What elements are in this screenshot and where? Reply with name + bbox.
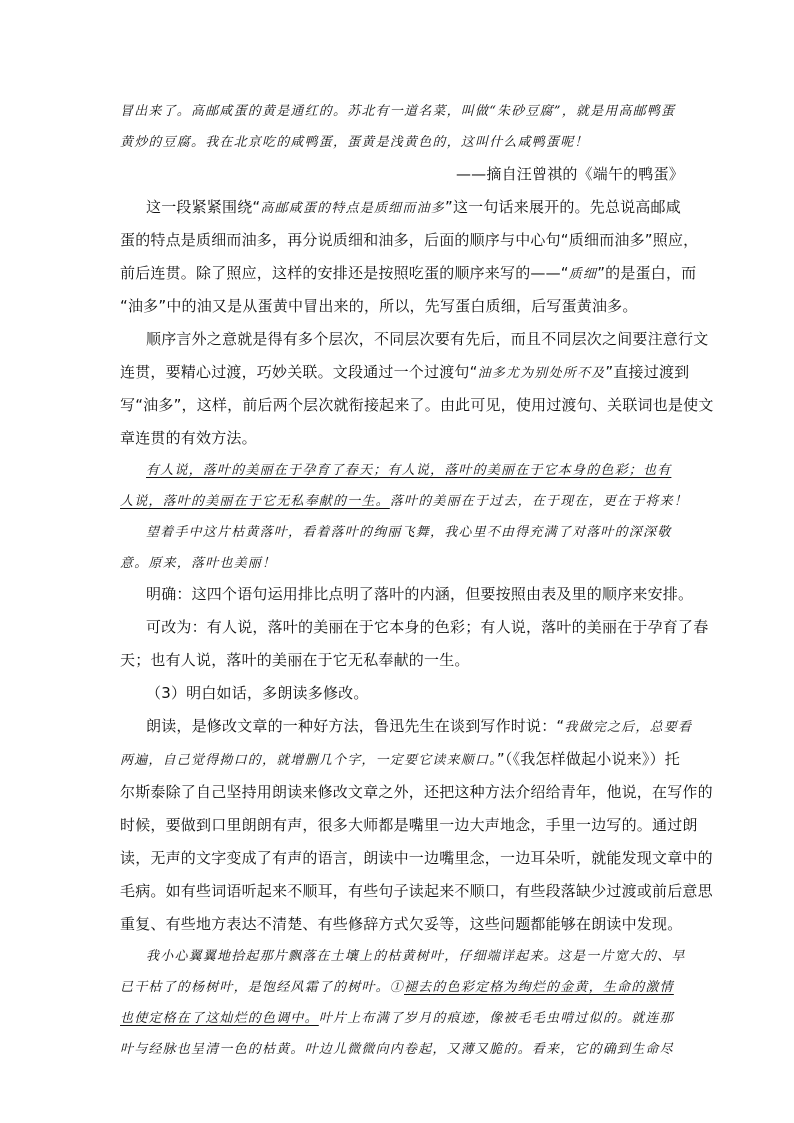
text-span: 落叶的美丽在于过去，在于现在，更在于将来！ xyxy=(389,494,689,509)
example-line: 叶与经脉也呈清一色的枯黄。叶边儿微微向内卷起，又薄又脆的。看来，它的确到生命尽 xyxy=(120,1042,674,1057)
paragraph-line: 重复、有些地方表达不清楚、有些修辞方式欠妥等，这些问题都能够在朗读中发现。 xyxy=(120,915,683,933)
paragraph-line: 明确：这四个语句运用排比点明了落叶的内涵，但要按照由表及里的顺序来安排。 xyxy=(146,585,694,603)
paragraph-line: 顺序言外之意就是得有多个层次，不同层次要有先后，而且不同层次之间要注意行文 xyxy=(146,330,709,348)
paragraph-line: 尔斯泰除了自己坚持用朗读来修改文章之外，还把这种方法介绍给青年，他说，在写作的 xyxy=(120,783,713,801)
paragraph-line: “油多”中的油又是从蛋黄中冒出来的，所以，先写蛋白质细，后写蛋黄油多。 xyxy=(120,297,638,315)
quoted-text: 两遍，自己觉得拗口的，就增删几个字，一定要它读来顺口。 xyxy=(120,753,497,768)
text-span: 已干枯了的杨树叶，是饱经风霜了的树叶。① xyxy=(120,980,405,995)
text-span: ”（《我怎样做起小说来》）托 xyxy=(496,750,680,768)
section-heading: （3）明白如话，多朗读多修改。 xyxy=(146,684,369,702)
text-span: ”的是蛋白，而 xyxy=(597,264,697,282)
paragraph-line xyxy=(120,362,689,384)
text-span: ”这一句话来展开的。先总说高邮咸 xyxy=(444,198,681,216)
paragraph-line: 蛋的特点是质细而油多，再分说质细和油多，后面的顺序与中心句“质细而油多”照应， xyxy=(120,231,699,249)
text-span: ”直接过渡到 xyxy=(605,363,690,381)
excerpt-line: 黄炒的豆腐。我在北京吃的咸鸭蛋，蛋黄是浅黄色的，这叫什么咸鸭蛋呢！ xyxy=(120,135,589,150)
text-span: 连贯，要精心过渡，巧妙关联。文段通过一个过渡句“ xyxy=(120,363,478,381)
underlined-text: 人说，落叶的美丽在于它无私奉献的一生。 xyxy=(120,494,390,509)
excerpt-source: ——摘自汪曾祺的《端午的鸭蛋》 xyxy=(455,165,684,183)
example-line: 我小心翼翼地拾起那片飘落在土壤上的枯黄树叶，仔细端详起来。这是一片宽大的、早 xyxy=(146,949,686,964)
quoted-text: 油多尤为别处所不及 xyxy=(477,366,606,381)
underlined-text: 也使定格在了这灿烂的色调中。 xyxy=(120,1011,319,1026)
paragraph-line xyxy=(120,749,680,771)
paragraph-line: 天；也有人说，落叶的美丽在于它无私奉献的一生。 xyxy=(120,651,470,669)
example-line: 有人说，落叶的美丽在于孕育了春天；有人说，落叶的美丽在于它本身的色彩；也有 xyxy=(146,463,672,478)
underlined-text: 褪去的色彩定格为绚烂的金黄，生命的激情 xyxy=(404,980,674,995)
example-line xyxy=(120,1009,674,1029)
paragraph-line: 章连贯的有效方法。 xyxy=(120,429,257,447)
paragraph-line: 毛病。如有些词语听起来不顺耳，有些句子读起来不顺口，有些段落缺少过渡或前后意思 xyxy=(120,882,713,900)
quoted-text: 高邮咸蛋的特点是质细而油多 xyxy=(260,201,445,216)
quoted-text: 我做完之后，总要看 xyxy=(564,720,693,735)
paragraph-line: 写“油多”，这样，前后两个层次就衔接起来了。由此可见，使用过渡句、关联词也是使文 xyxy=(120,396,714,414)
quoted-text: 质细 xyxy=(568,267,598,282)
excerpt-line: 冒出来了。高邮咸蛋的黄是通红的。苏北有一道名菜，叫做“朱砂豆腐”，就是用高邮鸭蛋 xyxy=(120,104,676,119)
paragraph-line: 时候，要做到口里朗朗有声，很多大师都是嘴里一边大声地念，手里一边写的。通过朗 xyxy=(120,816,698,834)
example-line: 意。原来，落叶也美丽！ xyxy=(120,556,277,571)
paragraph-line xyxy=(146,197,681,219)
text-span: 前后连贯。除了照应，这样的安排还是按照吃蛋的顺序来写的——“ xyxy=(120,264,569,282)
text-span: 这一段紧紧围绕“ xyxy=(146,198,261,216)
paragraph-line: 可改为：有人说，落叶的美丽在于它本身的色彩；有人说，落叶的美丽在于孕育了春 xyxy=(146,618,709,636)
example-line: 望着手中这片枯黄落叶，看着落叶的绚丽飞舞，我心里不由得充满了对落叶的深深敬 xyxy=(146,525,672,540)
paragraph-line: 读，无声的文字变成了有声的语言，朗读中一边嘴里念，一边耳朵听，就能发现文章中的 xyxy=(120,849,713,867)
text-span: 叶片上布满了岁月的痕迹，像被毛毛虫啃过似的。就连那 xyxy=(318,1011,674,1026)
text-span: 朗读，是修改文章的一种好方法，鲁迅先生在谈到写作时说：“ xyxy=(146,717,565,735)
paragraph-line xyxy=(146,716,692,738)
example-line xyxy=(120,492,688,512)
paragraph-line xyxy=(120,263,696,285)
example-line xyxy=(120,978,674,998)
